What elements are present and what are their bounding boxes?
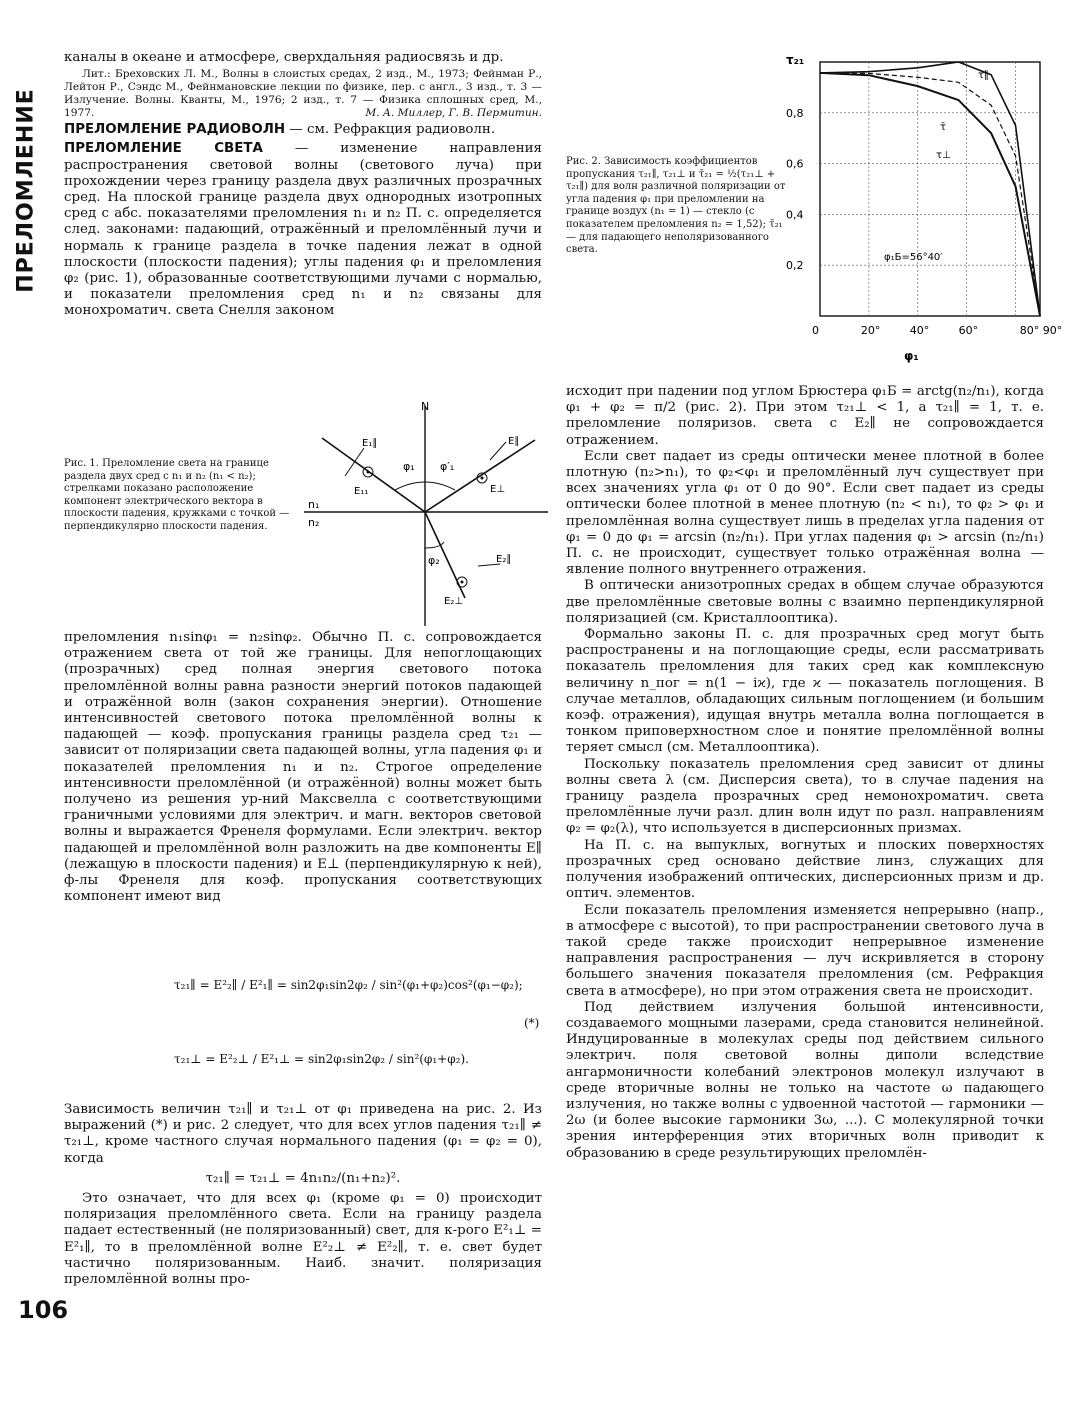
x-tick-label: 80° 90° — [1019, 324, 1063, 337]
svg-text:E₁∥: E₁∥ — [362, 438, 378, 449]
paragraph: каналы в океане и атмосфере, сверхдальняя радиосвязь и др. — [64, 50, 504, 65]
paragraph: Зависимость величин τ₂₁∥ и τ₂₁⊥ от φ₁ приведена на рис. 2. Из выражений (*) и рис. 2 следует, что для всех углов падения τ₂₁∥ ≠ τ₂₁⊥, кроме частного случая нормального падения (φ₁ = φ₂ = 0), когда — [64, 1102, 542, 1166]
svg-text:E₁₁: E₁₁ — [354, 486, 369, 497]
y-tick-label: 0,8 — [786, 106, 804, 120]
paragraph: На П. с. на выпуклых, вогнутых и плоских поверхностях прозрачных сред основано действие линз, служащих для получения изображений оптических, дисперсионных призм и др. оптич. элементов. — [566, 837, 1044, 902]
authors: М. А. Миллер, Г. В. Пермитин. — [365, 107, 542, 120]
x-axis-label: φ₁ — [904, 349, 919, 363]
left-column-end — [64, 1102, 542, 1288]
paragraph: Поскольку показатель преломления сред зависит от длины волны света λ (см. Дисперсия света), то в случае падения на границу раздела прозрачных сред немонохроматич. света преломлённые лучи разл. длин волн идут по разл. направлениям φ₂ = φ₂(λ), что используется в дисперсионных призмах. — [566, 756, 1044, 837]
paragraph: преломления n₁sinφ₁ = n₂sinφ₂. Обычно П. с. сопровождается отражением света от той же границы. Для непоглощающих (прозрачных) сред полная энергия светового потока преломлённой волны равна разности энергий потоков падающей и отражённой волн (закон сохранения энергии). Отношение интенсивностей светового потока преломлённой волны к падающей — коэф. пропускания границы раздела сред τ₂₁ — зависит от поляризации света падающей волны, угла падения φ₁ и показателей преломления n₁ и n₂. Строгое определение интенсивности преломлённой (и отражённой) волны может быть получено из решения ур-ний Максвелла с соответствующими граничными условиями для электрич. и магн. векторов световой волны и выражается Френеля формулами. Если электрич. вектор падающей и преломлённой волн разложить на две компоненты E∥ (лежащую в плоскости падения) и E⊥ (перпендикулярную к ней), ф-лы Френеля для коэф. пропускания соответствующих компонент имеют вид — [64, 630, 542, 905]
svg-text:E₂∥: E₂∥ — [496, 554, 512, 565]
cross-reference: ПРЕЛОМЛЕНИЕ РАДИОВОЛН — см. Рефракция радиоволн. — [64, 122, 496, 138]
page-number: 106 — [18, 1296, 69, 1324]
y-tick-label: 0,6 — [786, 157, 804, 171]
figure-1-caption: Рис. 1. Преломление света на границе раздела двух сред с n₁ и n₂ (n₁ < n₂); стрелками показано расположение компонент электрического вектора в плоскости падения, кружками с точкой — перпендикулярно плоскости падения. — [64, 458, 290, 532]
x-tick-label: 60° — [958, 324, 979, 337]
series-line — [820, 62, 1040, 316]
x-tick-label: 40° — [909, 324, 930, 337]
svg-text:φ′₁: φ′₁ — [440, 460, 455, 473]
n2-label: n₂ — [308, 516, 320, 529]
svg-text:E₂⊥: E₂⊥ — [444, 596, 464, 607]
right-column — [566, 384, 1044, 1162]
equation-perpendicular: τ₂₁⊥ = E²₂⊥ / E²₁⊥ = sin2φ₁sin2φ₂ / sin²(φ₁+φ₂). — [174, 1052, 469, 1066]
paragraph: Если показатель преломления изменяется непрерывно (напр., в атмосфере с высотой), то при распространении светового луча в такой среде также происходит непрерывное изменение направления распространения — луч искривляется в сторону большего значения показателя преломления (см. Рефракция света в атмосфере), но при этом отражения света не происходит. — [566, 902, 1044, 999]
paragraph: Формально законы П. с. для прозрачных сред могут быть распространены и на поглощающие среды, если рассматривать показатель преломления для таких сред как комплексную величину n_пог = n(1 − iϰ), где ϰ — показатель поглощения. В случае металлов, обладающих сильным поглощением (и большим коэф. отражения), идущая внутрь металла волна поглощается в тонком приповерхностном слое и понятие преломлённой волны теряет смысл (см. Металлооптика). — [566, 627, 1044, 756]
running-head: ПРЕЛОМЛЕНИЕ — [13, 88, 39, 293]
svg-text:φ₂: φ₂ — [428, 554, 440, 567]
paragraph: Это означает, что для всех φ₁ (кроме φ₁ = 0) происходит поляризация преломлённого света. Если на границу раздела падает естественный (не поляризованный) свет, для к-рого E²₁⊥ = E²₁∥, то в преломлённой волне E²₂⊥ ≠ E²₂∥, т. е. свет будет частично поляризованным. Наиб. значит. поляризация преломлённой волны про- — [64, 1191, 542, 1288]
normal-label: N — [421, 400, 430, 413]
left-column-top — [64, 50, 542, 320]
left-column-bottom — [64, 630, 542, 905]
brewster-annotation: φ₁Б=56°40′ — [884, 252, 943, 263]
y-axis-label: τ₂₁ — [786, 53, 805, 67]
paragraph: исходит при падении под углом Брюстера φ₁Б = arctg(n₂/n₁), когда φ₁ + φ₂ = π/2 (рис. 2). При этом τ₂₁⊥ < 1, а τ₂₁∥ = 1, т. е. преломление поляризов. света с E₂∥ не сопровождается отражением. — [566, 384, 1044, 448]
curve-label-parallel: τ∥ — [978, 70, 990, 81]
n1-label: n₁ — [308, 498, 320, 511]
curve-label-mean: τ̄ — [940, 122, 947, 133]
paragraph: Под действием излучения большой интенсивности, создаваемого мощными лазерами, среда становится нелинейной. Индуцированные в молекулах среды под действием сильного электрич. поля световой волны диполи вследствие ангармоничности колебаний электронов молекул излучают в среде вторичные волны не только на частоте ω падающего излучения, но также волны с удвоенной частотой — гармоники — 2ω (и более высокие гармоники 3ω, ...). С молекулярной точки зрения интерференция этих вторичных волн приводит к образованию в среде результирующих преломлён- — [566, 999, 1044, 1161]
article: ПРЕЛОМЛЕНИЕ СВЕТА — изменение направления распространения световой волны (светового луча) при прохождении через границу раздела двух различных прозрачных сред. На плоской границе раздела двух однородных изотропных сред с абс. показателями преломления n₁ и n₂ П. с. определяется след. законами: падающий, отражённый и преломлённый лучи и нормаль к границе раздела в точке падения лежат в одной плоскости (плоскости падения); углы падения φ₁ и преломления φ₂ (рис. 1), образованные соответствующими лучами с нормалью, и показатели преломления сред n₁ и n₂ связаны для монохроматич. света Снелля законом — [64, 141, 542, 319]
figure-2-caption: Рис. 2. Зависимость коэффициентов пропускания τ₂₁∥, τ₂₁⊥ и τ̄₂₁ = ½(τ₂₁⊥ + τ₂₁∥) для волн различной поляризации от угла падения φ₁ при преломлении на границе воздух (n₁ = 1) — стекло (с показателем преломления n₂ = 1,52); τ̄₂₁ — для падающего неполяризованного света. — [566, 156, 786, 256]
x-tick-label: 0 — [812, 324, 819, 337]
equation-tag: (*) — [524, 1016, 540, 1030]
equation-parallel: τ₂₁∥ = E²₂∥ / E²₁∥ = sin2φ₁sin2φ₂ / sin²(φ₁+φ₂)cos²(φ₁−φ₂); — [174, 978, 523, 992]
svg-text:E∥: E∥ — [508, 436, 520, 447]
curve-label-perpendicular: τ⊥ — [936, 150, 951, 161]
article-title: ПРЕЛОМЛЕНИЕ СВЕТА — [64, 141, 263, 157]
literature: Лит.: Бреховских Л. М., Волны в слоистых средах, 2 изд., М., 1973; Фейнман Р., Лейтон Р., Сэндс М., Фейнмановские лекции по физике, пер. с англ., 3 изд., т. 3 — Излучение. Волны. Кванты, М., 1976; 2 изд., т. 7 — Физика сплошных сред, М., 1977. М. А. Миллер, Г. В. Пермитин. — [64, 68, 542, 120]
figure-2-chart — [780, 48, 1063, 368]
figure-1-diagram — [300, 398, 550, 630]
paragraph: В оптически анизотропных средах в общем случае образуются две преломлённые световые волны с взаимно перпендикулярной поляризацией (см. Кристаллооптика). — [566, 578, 1044, 626]
x-tick-label: 20° — [860, 324, 881, 337]
svg-text:φ₁: φ₁ — [403, 460, 415, 473]
equation-normal: τ₂₁∥ = τ₂₁⊥ = 4n₁n₂/(n₁+n₂)². — [205, 1170, 401, 1186]
y-tick-label: 0,4 — [786, 208, 804, 222]
y-tick-label: 0,2 — [786, 259, 804, 273]
svg-text:E⊥: E⊥ — [490, 484, 506, 495]
paragraph: Если свет падает из среды оптически менее плотной в более плотную (n₂>n₁), то φ₂<φ₁ и преломлённый луч существует при всех значениях угла φ₁ от 0 до 90°. Если свет падает из среды оптически более плотной в менее плотную (n₂ < n₁), то φ₂ > φ₁ и преломлённая волна существует лишь в пределах угла падения от φ₁ = 0 до φ₁ = arcsin (n₂/n₁). При углах падения φ₁ > arcsin (n₂/n₁) П. с. не происходит, существует только отражённая волна — явление полного внутреннего отражения. — [566, 448, 1044, 578]
